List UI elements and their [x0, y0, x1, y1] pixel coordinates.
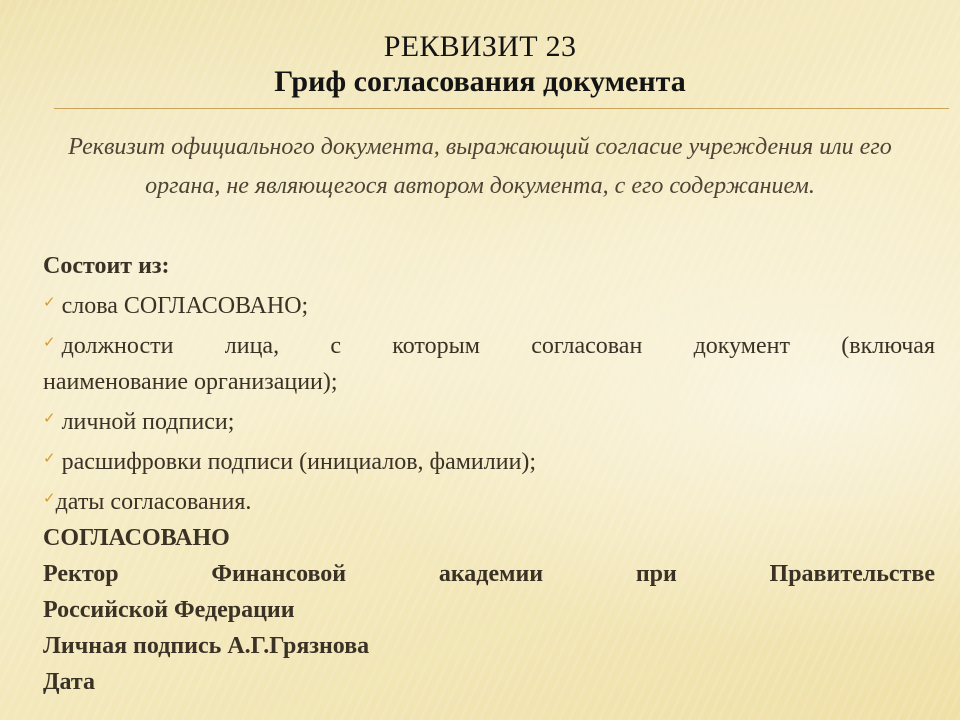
list-item	[43, 400, 935, 440]
list-item-continuation	[43, 364, 935, 400]
list-item-text: личной подписи;	[61, 409, 235, 435]
slide-subtitle: Гриф согласования документа	[274, 65, 686, 98]
check-mark-icon: ✓	[43, 409, 56, 427]
check-mark-icon: ✓	[43, 449, 56, 467]
list-item	[43, 440, 935, 480]
check-mark-icon: ✓	[43, 293, 56, 311]
example-signature-line: Личная подпись А.Г.Грязнова	[43, 633, 370, 659]
slide-title: РЕКВИЗИТ 23	[383, 30, 577, 63]
title-divider	[54, 108, 949, 109]
list-item	[43, 480, 935, 520]
list-item-text: даты согласования.	[55, 489, 252, 515]
example-date-line: Дата	[43, 669, 95, 695]
list-item-text: расшифровки подписи (инициалов, фамилии);	[61, 449, 537, 475]
check-mark-icon: ✓	[43, 333, 56, 351]
example-position-line: Ректор Финансовой академии при Правительстве	[43, 561, 935, 587]
list-item-text: должности лица, с которым согласован документ (включая	[61, 333, 935, 359]
list-item-text: слова СОГЛАСОВАНО;	[61, 293, 309, 319]
title-block	[0, 30, 960, 100]
list-item	[43, 324, 935, 364]
content-body	[43, 248, 935, 700]
check-mark-icon: ✓	[43, 489, 56, 507]
consists-heading: Состоит из:	[43, 253, 170, 279]
definition-text: Реквизит официального документа, выражающий согласие учреждения или его органа, не являющегося автором документа, с его содержанием.	[68, 134, 892, 199]
list-item-text: наименование организации);	[43, 369, 338, 395]
example-position-line-cont: Российской Федерации	[43, 597, 295, 623]
example-approval-word: СОГЛАСОВАНО	[43, 525, 230, 551]
list-item	[43, 284, 935, 324]
